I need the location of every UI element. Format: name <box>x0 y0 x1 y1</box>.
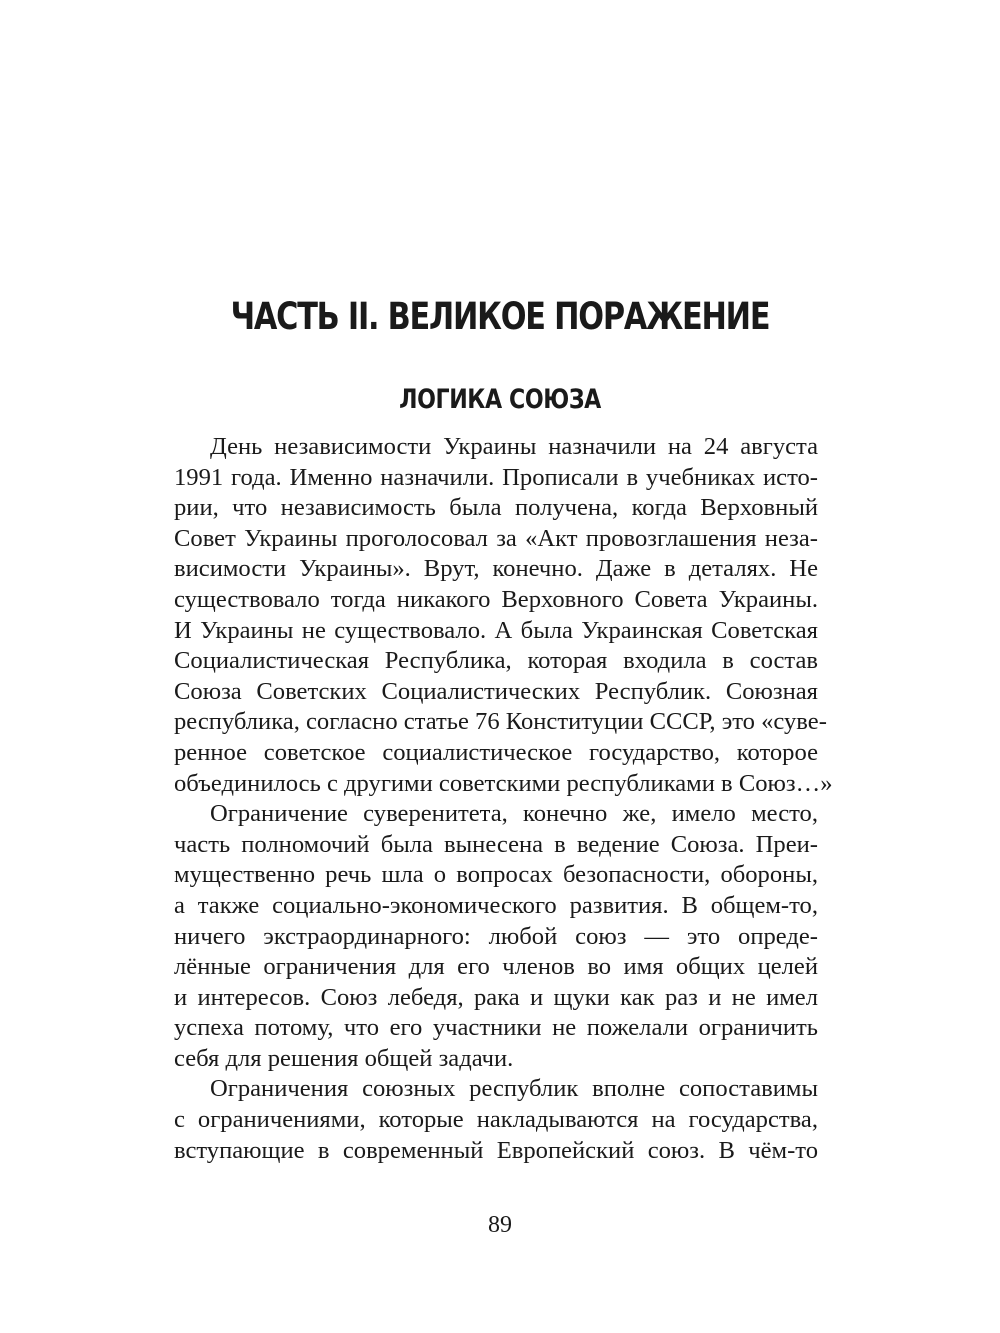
text-line: 1991 года. Именно назначили. Прописали в учебниках исто- <box>174 463 818 491</box>
part-title: ЧАСТЬ II. ВЕЛИКОЕ ПОРАЖЕНИЕ <box>230 295 770 338</box>
page-number: 89 <box>488 1212 512 1238</box>
text-line: висимости Украины». Врут, конечно. Даже в деталях. Не <box>174 555 818 583</box>
body-text <box>174 432 833 1166</box>
text-line: ренное советское социалистическое государство, которое <box>174 738 818 766</box>
text-line: объединилось с другими советскими республиками в Союз…» <box>174 769 833 797</box>
text-line: республика, согласно статье 76 Конституции СССР, это «суве- <box>174 708 827 736</box>
text-line: Ограничения союзных республик вполне сопоставимы <box>210 1075 818 1103</box>
text-line: Ограничение суверенитета, конечно же, имело место, <box>210 800 818 828</box>
text-line: лённые ограничения для его членов во имя общих целей <box>174 953 818 981</box>
text-line: День независимости Украины назначили на 24 августа <box>210 433 818 460</box>
text-line: вступающие в современный Европейский союз. В чём-то <box>174 1136 818 1164</box>
text-line: часть полномочий была вынесена в ведение Союза. Преи- <box>174 830 818 858</box>
text-line: и интересов. Союз лебедя, рака и щуки как раз и не имел <box>174 983 818 1011</box>
text-line: И Украины не существовало. А была Украинская Советская <box>174 616 818 644</box>
chapter-title: ЛОГИКА СОЮЗА <box>399 384 601 415</box>
text-line: себя для решения общей задачи. <box>174 1044 514 1072</box>
text-line: Социалистическая Республика, которая входила в состав <box>174 647 818 675</box>
text-line: рии, что независимость была получена, когда Верховный <box>174 494 818 522</box>
text-line: существовало тогда никакого Верховного Совета Украины. <box>174 585 818 613</box>
text-line: успеха потому, что его участники не пожелали ограничить <box>174 1014 818 1042</box>
text-line: с ограничениями, которые накладываются на государства, <box>174 1106 818 1134</box>
text-line: а также социально-экономического развития. В общем-то, <box>174 891 818 919</box>
text-line: Союза Советских Социалистических Республик. Союзная <box>174 677 818 705</box>
text-line: ничего экстраординарного: любой союз — это опреде- <box>174 922 818 950</box>
text-line: мущественно речь шла о вопросах безопасности, обороны, <box>174 861 818 889</box>
text-line: Совет Украины проголосовал за «Акт провозглашения неза- <box>174 524 818 552</box>
